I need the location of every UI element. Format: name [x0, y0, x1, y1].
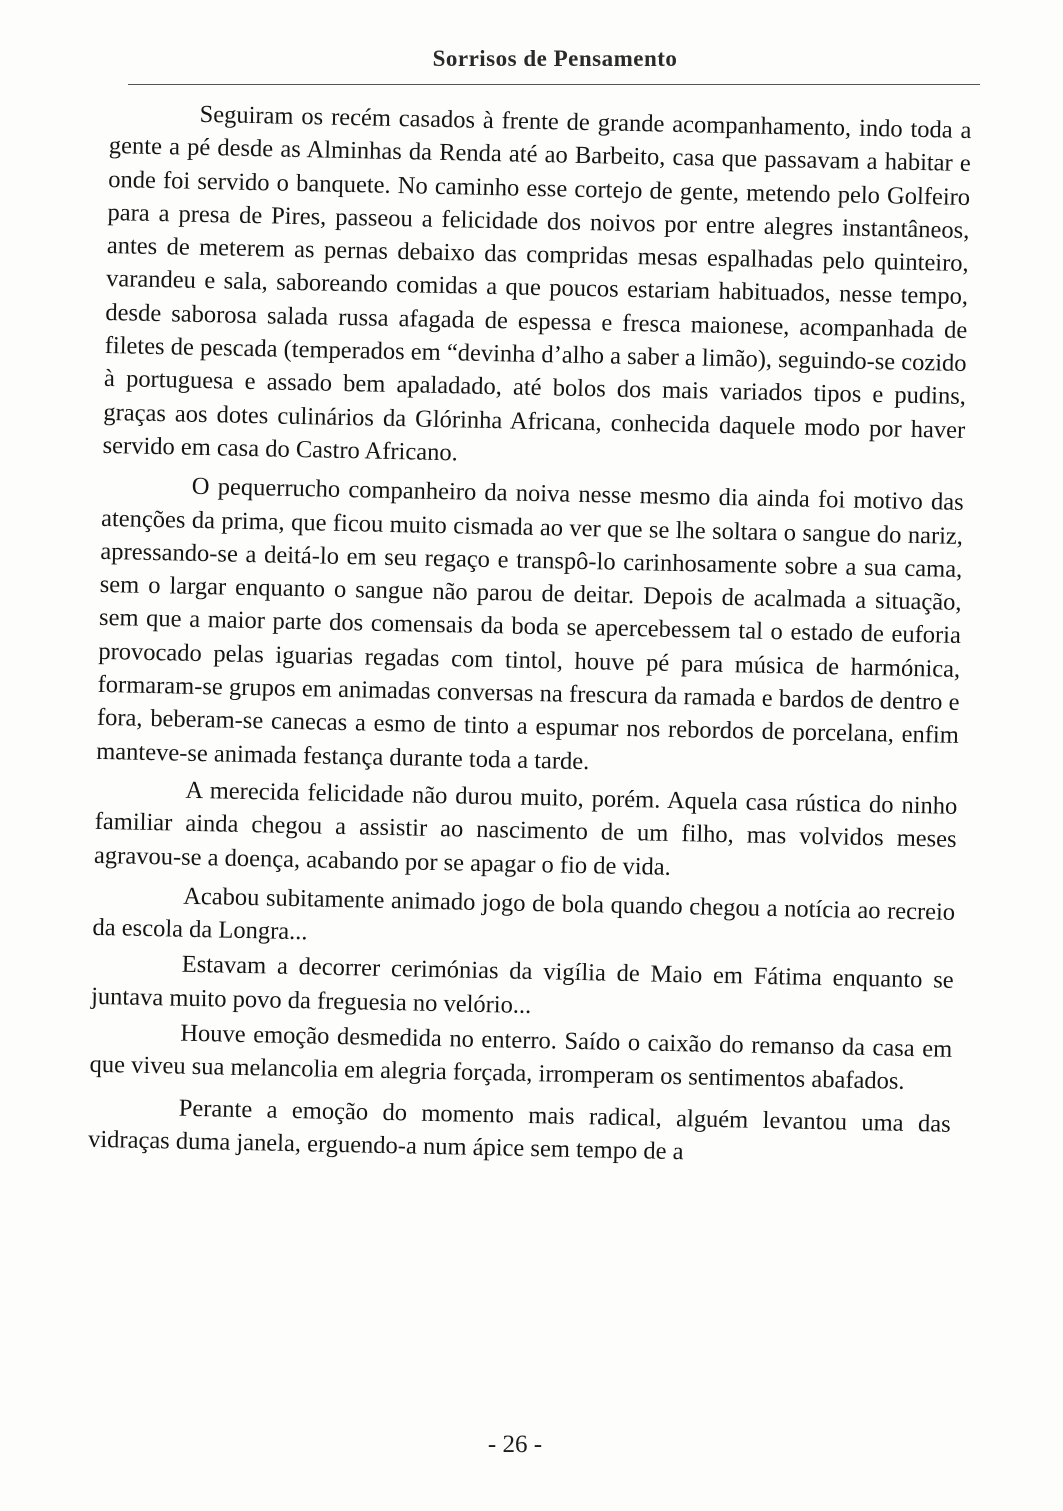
- paragraph: Estavam a decorrer cerimónias da vigília de Maio em Fátima enquanto se juntava muito povo da freguesia no velório...: [90, 951, 954, 1019]
- paragraph: A merecida felicidade não durou muito, porém. Aquela casa rústica do ninho familiar ainda chegou a assistir ao nascimento de um filho, mas volvidos meses agravou-se a doença, acabando por se apagar o fio de vida.: [93, 776, 958, 881]
- page-number: - 26 -: [487, 1431, 543, 1458]
- body-text: [88, 96, 972, 1174]
- header-rule: [128, 84, 980, 85]
- paragraph: Houve emoção desmedida no enterro. Saído o caixão do remanso da casa em que viveu sua melancolia em alegria forçada, irromperam os sentimentos abafados.: [89, 1019, 953, 1096]
- paragraph: Acabou subitamente animado jogo de bola quando chegou a notícia ao recreio da escola da Longra...: [92, 882, 956, 946]
- running-header: Sorrisos de Pensamento: [432, 46, 678, 71]
- paragraph: Seguiram os recém casados à frente de grande acompanhamento, indo toda a gente a pé desde as Alminhas da Renda até ao Barbeito, casa que passavam a habitar e onde foi servido o banquete. No caminho esse cortejo de gente, metendo pelo Golfeiro para a presa de Pires, passeou a felicidade dos noivos por entre alegres instantâneos, antes de meterem as pernas debaixo das compridas mesas espalhadas pelo quinteiro, varandeu e sala, saboreando comidas a que poucos estariam habituados, nesse tempo, desde saborosa salada russa afagada de espessa e fresca maionese, acompanhada de filetes de pescada (temperados em “devinha d’alho a saber a limão), seguindo-se cozido à portuguesa e assado bem apaladado, até bolos dos mais variados tipos e pudins, graças aos dotes culinários da Glórinha Africana, conhecida daquele modo por haver servido em casa do Castro Africano.: [102, 100, 972, 467]
- paragraph: Perante a emoção do momento mais radical, alguém levantou uma das vidraças duma janela, erguendo-a num ápice sem tempo de a: [87, 1094, 951, 1166]
- paragraph: O pequerrucho companheiro da noiva nesse mesmo dia ainda foi motivo das atenções da prima, que ficou muito cismada ao ver que se lhe soltara o sangue do nariz, apressando-se a deitá-lo em seu regaço e transpô-lo carinhosamente sobre a sua cama, sem o largar enquanto o sangue não parou de deitar. Depois de acalmada a situação, sem que a maior parte dos comensais da boda se apercebessem tal o estado de euforia provocado pelas iguarias regadas com tintol, houve pé para música de harmónica, formaram-se grupos em animadas conversas na frescura da ramada e bardos de dentro e fora, beberam-se canecas a esmo de tinto a espumar nos rebordos de porcelana, enfim manteve-se animada festança durante toda a tarde.: [95, 473, 964, 775]
